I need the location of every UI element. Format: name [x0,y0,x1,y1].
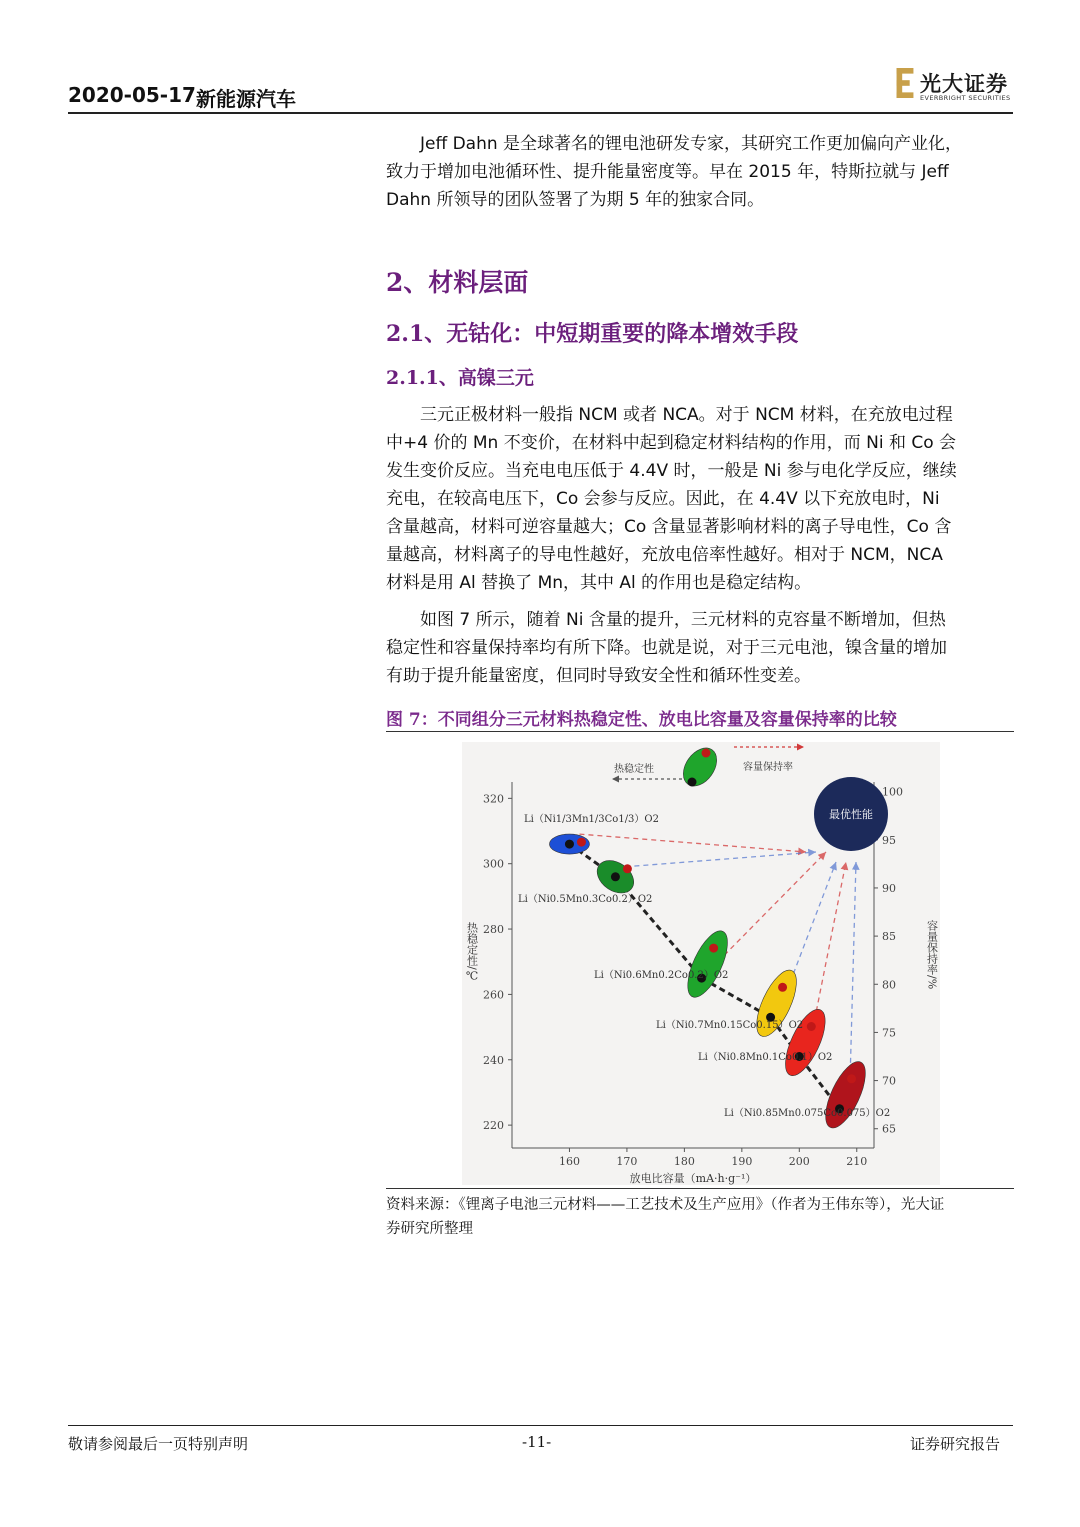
y-right-axis-label: 容量保持率/% [925,920,939,990]
source-line: 资料来源：《锂离子电池三元材料——工艺技术及生产应用》（作者为王伟东等），光大证 [386,1197,945,1213]
ncm-paragraph [386,401,1014,597]
figure-title: 图 7：不同组分三元材料热稳定性、放电比容量及容量保持率的比较 [386,710,897,730]
improvement-arrow [579,834,806,852]
source-line: 券研究所整理 [386,1221,473,1237]
text-line: 中+4 价的 Mn 不变价，在材料中起到稳定材料结构的作用，而 Ni 和 Co 会 [386,433,957,453]
nickel-paragraph [386,606,1014,690]
ternary-material-chart [462,742,940,1185]
text-line: 充电，在较高电压下，Co 会参与反应。因此，在 4.4V 以下充放电时，Ni [386,489,940,509]
y-right-tick-label: 85 [882,930,896,944]
y-left-tick-label: 280 [483,923,504,937]
intro-paragraph [386,130,1014,214]
retention-dot [847,1074,856,1083]
y-left-tick-label: 240 [483,1053,504,1067]
subsection-heading: 2.1、无钴化：中短期重要的降本增效手段 [386,321,799,347]
y-right-tick-label: 70 [882,1074,896,1088]
y-left-axis-label: 热稳定性/℃ [465,922,479,983]
y-left-tick-label: 260 [483,988,504,1002]
text-line: 如图 7 所示，随着 Ni 含量的提升，三元材料的克容量不断增加，但热 [420,610,946,630]
material-point-label: Li（Ni1/3Mn1/3Co1/3）O2 [524,814,659,825]
retention-dot [778,983,787,992]
material-point-ellipse [680,926,736,1003]
logo-name: 光大证券 [920,71,1008,96]
best-performance-label: 最优性能 [829,808,873,821]
material-point-label: Li（Ni0.5Mn0.3Co0.2）O2 [518,894,653,905]
text-line: 三元正极材料一般指 NCM 或者 NCA。对于 NCM 材料，在充放电过程 [420,405,953,425]
retention-dot [807,1022,816,1031]
material-point-label: Li（Ni0.85Mn0.075Co0.075）O2 [724,1108,891,1119]
figure-source [386,1193,1014,1241]
figure-rule [386,731,1014,732]
material-point-label: Li（Ni0.8Mn0.1Co0.1）O2 [698,1052,833,1063]
y-right-tick-label: 95 [882,833,896,847]
thermal-legend-label: 热稳定性 [614,764,654,775]
y-left-tick-label: 220 [483,1119,504,1133]
text-line: 稳定性和容量保持率均有所下降。也就是说，对于三元电池，镍含量的增加 [386,638,947,658]
everbright-logo-mark-icon [896,68,914,98]
x-tick-label: 160 [558,1155,580,1168]
thermal-dot [565,840,574,849]
thermal-dot [611,872,620,881]
legend-retention-dot [702,749,711,758]
x-tick-label: 180 [673,1155,695,1168]
text-line: 发生变价反应。当充电电压低于 4.4V 时，一般是 Ni 参与电化学反应，继续 [386,461,957,481]
x-tick-label: 200 [788,1155,810,1168]
material-point-ellipse [818,1056,874,1133]
x-tick-label: 210 [846,1155,868,1168]
improvement-arrow [625,852,816,867]
text-line: Jeff Dahn 是全球著名的锂电池研发专家，其研究工作更加偏向产业化， [420,134,963,154]
y-left-tick-label: 320 [483,792,504,806]
retention-legend-label: 容量保持率 [743,762,793,773]
y-right-tick-label: 100 [882,785,903,799]
footer-report-type: 证券研究报告 [910,1435,1001,1453]
footer-disclaimer: 敬请参阅最后一页特别声明 [68,1435,249,1453]
y-right-tick-label: 80 [882,978,896,992]
retention-dot [709,944,718,953]
y-right-tick-label: 65 [882,1122,896,1136]
text-line: Dahn 所领导的团队签署了为期 5 年的独家合同。 [386,190,765,210]
page-number: -11- [522,1433,552,1451]
legend-sample-ellipse [676,742,723,792]
x-tick-label: 190 [731,1155,753,1168]
text-line: 材料是用 Al 替换了 Mn，其中 Al 的作用也是稳定结构。 [386,573,812,593]
y-right-tick-label: 75 [882,1026,896,1040]
x-axis-label: 放电比容量（mA·h·g⁻¹） [629,1172,757,1185]
retention-dot [577,838,586,847]
material-point-label: Li（Ni0.6Mn0.2Co0.2）O2 [594,970,729,981]
text-line: 有助于提升能量密度，但同时导致安全性和循环性变差。 [386,666,811,686]
subsubsection-heading: 2.1.1、高镍三元 [386,367,534,389]
source-rule [386,1188,1014,1189]
legend-thermal-dot [688,778,697,787]
retention-dot [623,864,632,873]
everbright-logo [896,66,1016,106]
material-point-label: Li（Ni0.7Mn0.15Co0.15）O2 [656,1020,804,1031]
report-date: 2020-05-17 [68,83,196,107]
section-heading: 2、材料层面 [386,268,529,297]
chart-canvas [462,742,940,1185]
text-line: 致力于增加电池循环性、提升能量密度等。早在 2015 年，特斯拉就与 Jeff [386,162,949,182]
y-right-tick-label: 90 [882,881,896,895]
footer-rule [68,1425,1013,1426]
text-line: 量越高，材料离子的导电性越好，充放电倍率性越好。相对于 NCM，NCA [386,545,943,565]
report-sector: 新能源汽车 [196,87,296,111]
header-rule [68,112,1013,114]
x-tick-label: 170 [616,1155,638,1168]
y-left-tick-label: 300 [483,857,504,871]
logo-en: EVERBRIGHT SECURITIES [920,94,1011,102]
text-line: 含量越高，材料可逆容量越大；Co 含量显著影响材料的离子导电性，Co 含 [386,517,952,537]
improvement-arrow [712,852,826,968]
